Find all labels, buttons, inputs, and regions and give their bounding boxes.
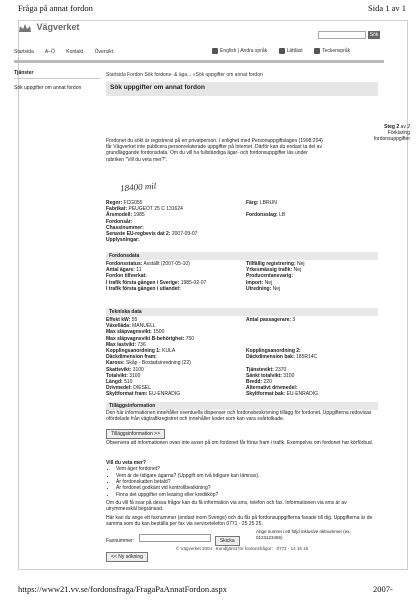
- vill-text2: Här kan du ange ett faxnummer (endast inom Sverige) och du får på fordonsuppgifterna faxade till dig. Uppgifterna är de samma som du kan beställa per fax via servicetelefon 0771 - 25 25 25.: [106, 514, 373, 527]
- logo[interactable]: [18, 22, 80, 33]
- print-header-title: Fråga på annat fordon: [18, 3, 93, 13]
- list-item: • Vem är de tidigare ägarna? (Uppgift om två tidigare kan lämnas).: [116, 473, 378, 479]
- ny-sokning-button[interactable]: << Ny sökning: [106, 552, 148, 562]
- logo-text: Vägverket: [36, 22, 80, 32]
- step-desc[interactable]: Förklaring fordonsuppgifter: [373, 130, 410, 142]
- fax-hint: Ange numret i ett följd inklusive riktnummer (ex. 0123123456): [256, 529, 351, 540]
- breadcrumb[interactable]: Startsida Fordon Sök fordons- & äga... »Sök uppgifter om annat fordon: [106, 72, 263, 78]
- lang-teckensprak[interactable]: Teckenspråk: [314, 48, 350, 54]
- lang-lattlast[interactable]: Lättläst: [279, 48, 303, 54]
- top-navigation: [14, 49, 123, 57]
- list-item: • Finns det uppgifter om leasing eller kreditköp?: [116, 492, 378, 498]
- globe-icon: [212, 48, 218, 54]
- fordonsslag-value: LB: [279, 212, 286, 219]
- tillagg-section: [106, 402, 378, 440]
- language-links: [212, 48, 360, 54]
- nav-startsida[interactable]: Startsida: [14, 49, 34, 55]
- step-indicator: [362, 124, 410, 142]
- list-item: • Vem äger fordonet?: [116, 466, 378, 472]
- header-band: [14, 60, 384, 63]
- hand-icon: [314, 48, 320, 54]
- page-title: Sök uppgifter om annat fordon: [110, 84, 205, 91]
- page-title-bar: [106, 82, 378, 96]
- fordonsdata-section: Fordonsdata Fordonsstatus: Avställt (2007-05-10) Antal ägare: 11 Fordon tillverkat: I trafik första gången i Sverige: 1985-02-07 I trafik första gången i utlandet: Tillfällig registrering: Nej Yrkesmässig trafik: Nej Producentansvarig: Import: Nej Utredning: Nej: [106, 252, 378, 302]
- farg-value: LBRUN: [259, 200, 277, 206]
- handwritten-note: 18400 mil: [119, 180, 157, 194]
- print-footer-date: 2007-: [373, 584, 393, 594]
- sidebar: [14, 70, 100, 92]
- skicka-button[interactable]: Skicka: [215, 536, 240, 546]
- step-of: av 2: [400, 124, 410, 130]
- nav-oversikt[interactable]: Översikt: [94, 49, 113, 55]
- tekniska-heading: Tekniska data: [106, 308, 378, 316]
- regnr-value: FCG055: [123, 200, 143, 206]
- sidebar-item-sok[interactable]: Sök uppgifter om annat fordon: [14, 85, 82, 91]
- step-label: Steg 2: [384, 124, 400, 130]
- fordonsdata-heading: Fordonsdata: [106, 252, 378, 260]
- nav-a-o[interactable]: A–Ö: [44, 49, 55, 55]
- footer-phone: 0771 - 14 15 16: [276, 546, 309, 551]
- tillagg-heading: Tilläggsinformation: [106, 402, 378, 410]
- tillagg-text: Den här informationen innehåller eventuella dispenser och fordonsbeskrivning tillägg för fordonet. Uppgifterna redovisas ofördelade från vägtrafikregistret och innehåller koder som kan vara svårtolkade.: [106, 410, 372, 423]
- footer-kundtjanst: Kundtjänst för fordonsfrågor:: [215, 546, 273, 551]
- footer: [106, 546, 378, 551]
- senaste-value: 2007-09-07: [171, 231, 198, 238]
- tillaggsinformation-button[interactable]: Tilläggsinformation >>: [106, 429, 165, 439]
- nav-kontakt[interactable]: Kontakt: [66, 49, 84, 55]
- list-item: • Är fordonskatten betald?: [116, 479, 378, 485]
- fax-input[interactable]: [139, 534, 211, 542]
- footer-copyright: © Vägverket 2004: [175, 546, 212, 551]
- sidebar-heading: Tjänster: [14, 70, 100, 79]
- vehicle-basic: Regnr: FCG055 Färg: LBRUN Fabrikat: PEUGEOT 25 C 131624 Årsmodell: 1985 Fordonsslag: LB Fordonsår: Chassinummer: Senaste EU-regbevis dat 2: 2007-09-07 Upplysningar:: [106, 200, 286, 244]
- observera: Observera att informationen ovan inte avser på om fordonet får föras fram i trafik. Exempelvis om fordonet har körförbud.: [106, 440, 374, 446]
- arsmodell-value: 1985: [133, 212, 145, 219]
- vill-list: [106, 466, 378, 498]
- print-header: [0, 0, 420, 14]
- search-input[interactable]: [318, 31, 366, 39]
- main-content: [106, 82, 378, 96]
- print-footer: [18, 584, 393, 594]
- book-icon: [279, 48, 285, 54]
- fabrikat-value: PEUGEOT 25 C 131624: [128, 206, 183, 213]
- print-footer-url: https://www21.vv.se/fordonsfraga/FragaPaAnnatFordon.aspx: [18, 584, 227, 594]
- lang-english[interactable]: English | Andra språk: [212, 48, 267, 54]
- vill-text1: Om du vill få svar på dessa frågor kan du få information via sms, telefon och fax. Informationen via sms är av utrymmesskäl begränsad.: [106, 500, 347, 513]
- vill-heading: Vill du veta mer?: [106, 460, 146, 466]
- print-header-page: Sida 1 av 1: [367, 3, 406, 13]
- crown-logo-icon: [18, 23, 32, 33]
- intro-text: Fordonet du sökt är registrerat på en privatperson. I enlighet med Personuppgiftslagen (1998:204) får Vägverket inte publicera personrelaterade uppgifter på Internet. Därför kan du endast ta del av grundläggande fordonsdata. Om du vill ha fullständiga ägar- och fordonsuppgifter läs under rubriken "Vill du veta mer?".: [106, 138, 323, 163]
- list-item: • Är fordonet godkänt vid kontrollbesiktning?: [116, 485, 378, 491]
- search-button[interactable]: Sök: [369, 32, 379, 38]
- fax-label: Faxnummer:: [106, 538, 135, 545]
- tekniska-section: Tekniska data Effekt kW: 55 Växellåda: MANUELL Max släpvagnsvikt: 1500 Max släpvagnsvikt B-behörighet: 750 Max lastvikt: 736 Kopplingsanordning 1: KULA Däckdimension fram: Kaross: Skåp - Bostadsinredning (22) Skattevikt: 3100 Totalvikt: 3100 Längd: 510 Drivmedel: DIESEL Skyltformat fram: EU-ENRADIG Antal passagerare: 3 Kopplingsanordning 2: Däckdimension bak: 185R14C Tjänstevikt: 2370 Sänkt totalvikt: 3100 Bredd: 220 Alternativt drivmedel: Skyltformat bak: EU-ENRADIG: [106, 308, 378, 400]
